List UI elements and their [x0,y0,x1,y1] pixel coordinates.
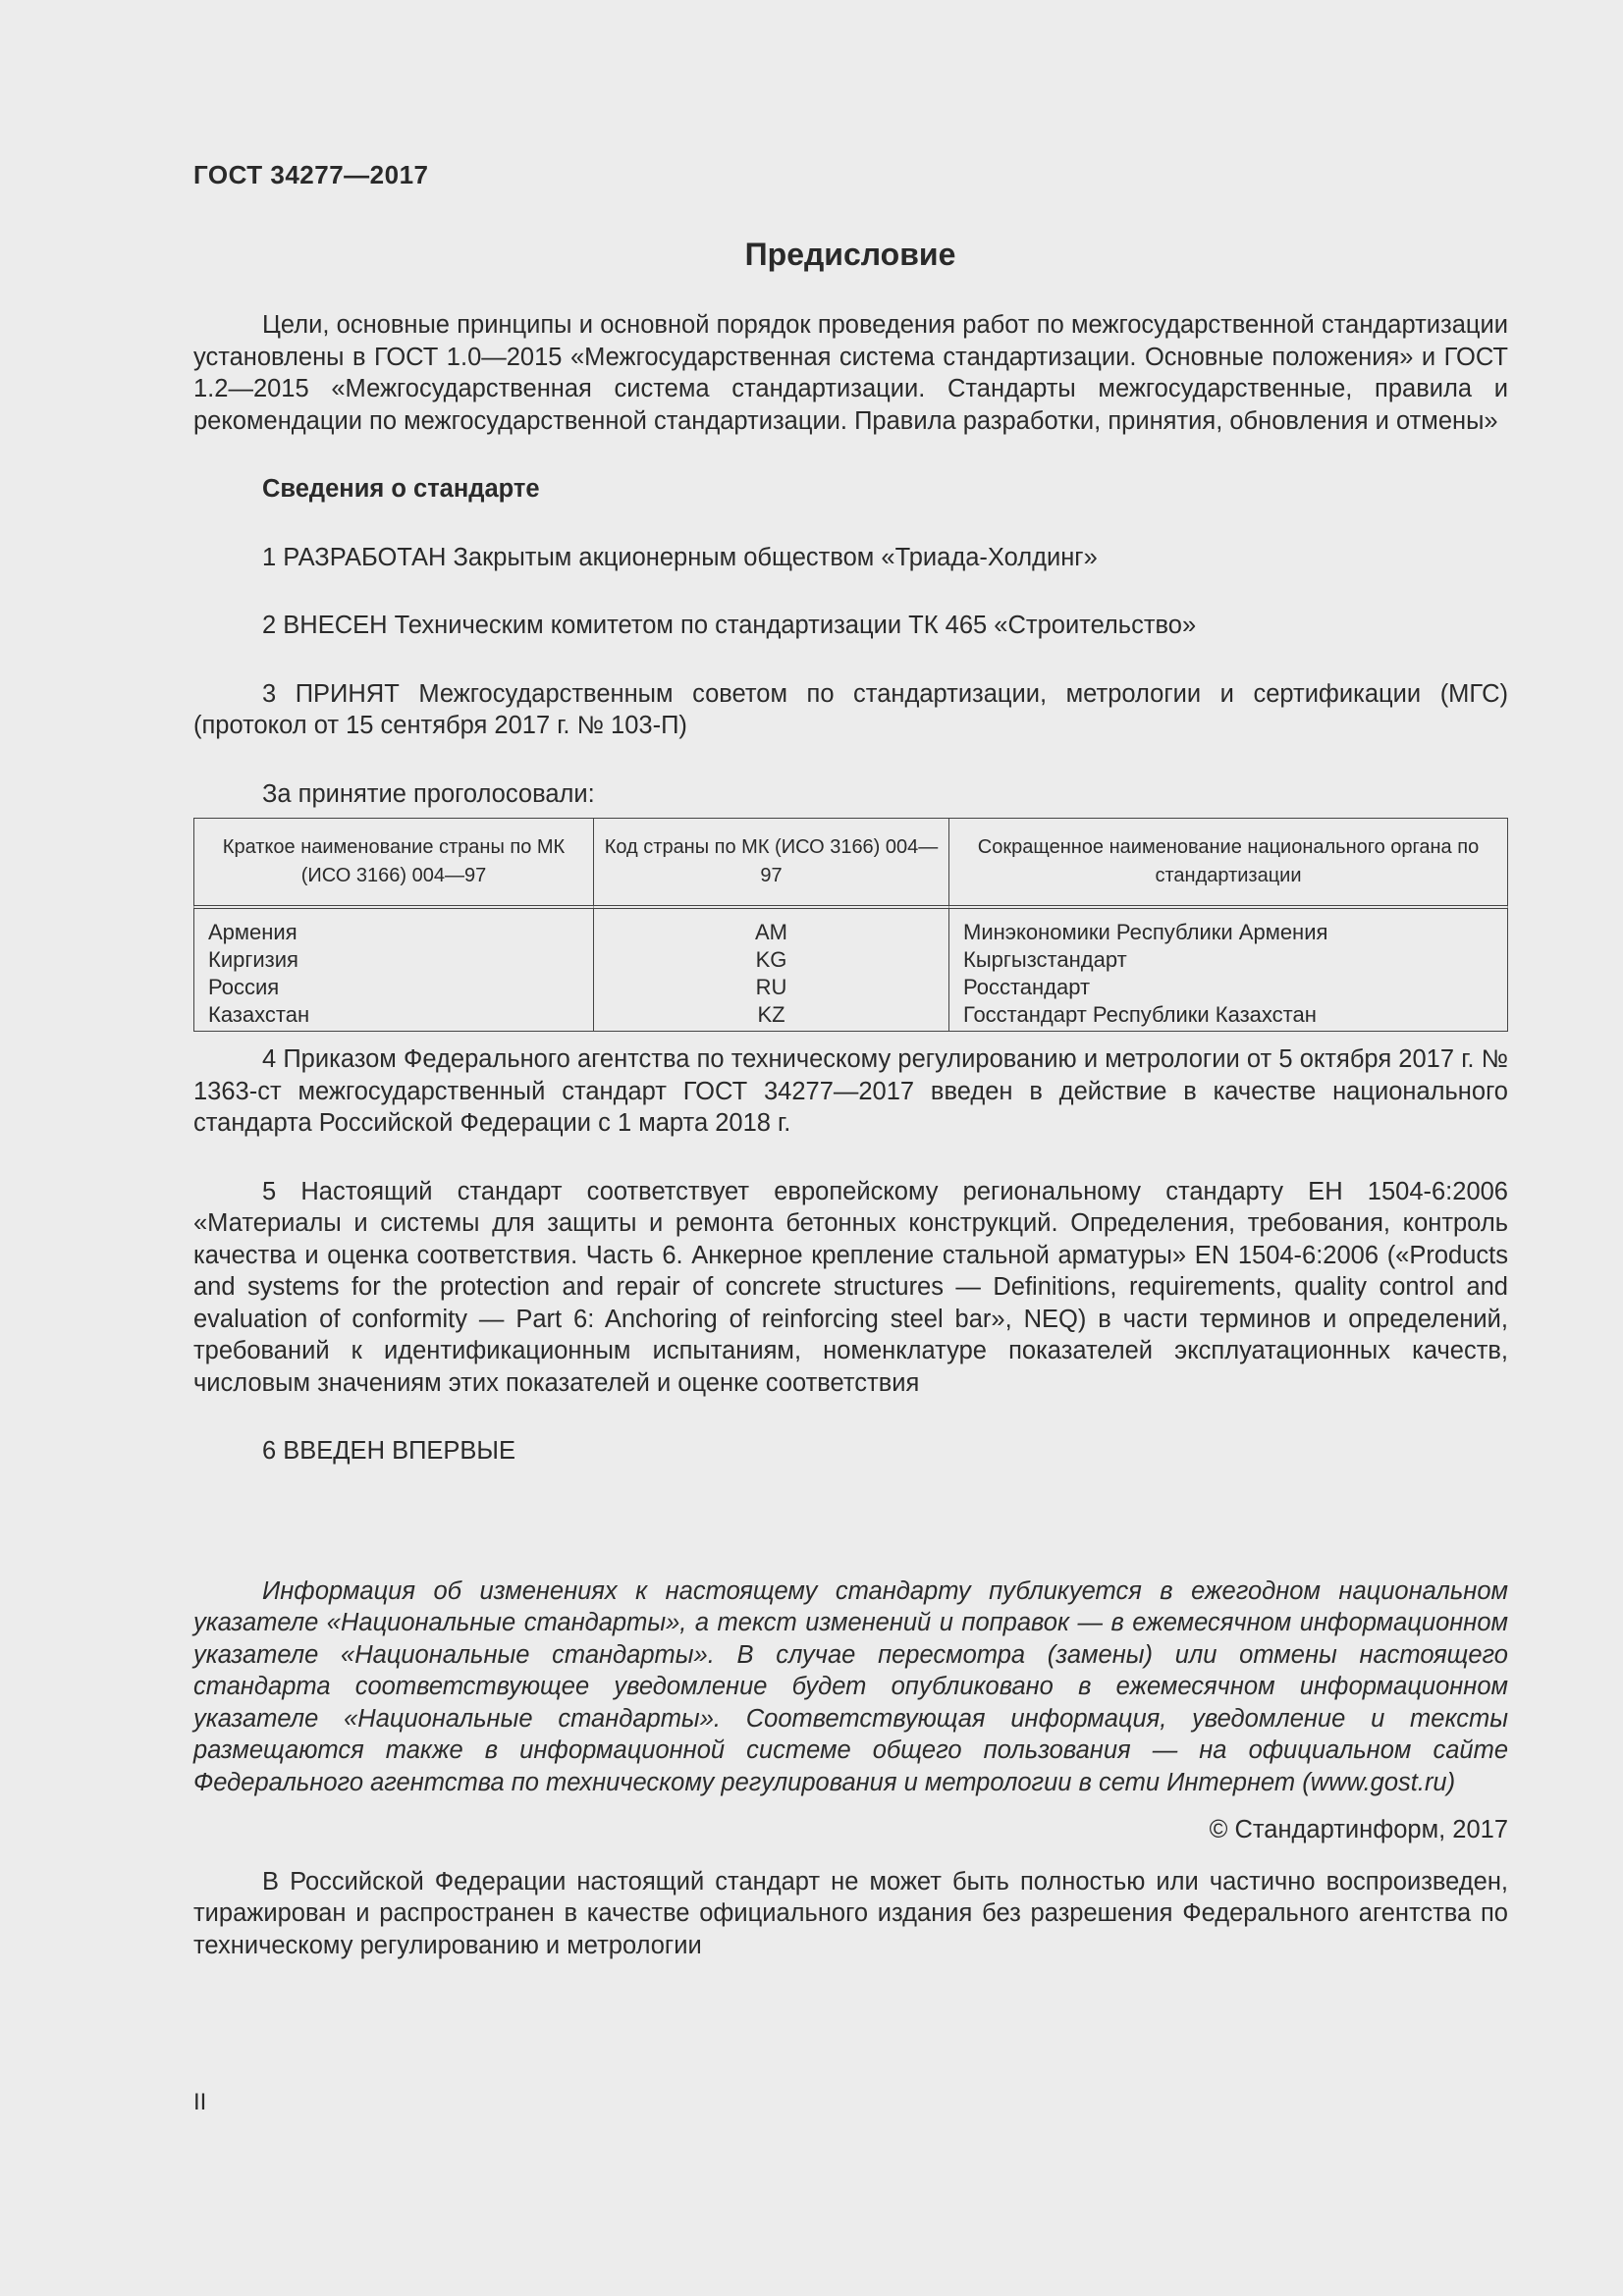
country-name: Киргизия [193,946,594,974]
vote-intro: За принятие проголосовали: [262,779,595,808]
country-code: KZ [594,1001,949,1032]
item-submitted: 2 ВНЕСЕН Техническим комитетом по стандартизации ТК 465 «Строительство» [262,612,1197,639]
voting-table [193,818,1508,1032]
country-name: Казахстан [193,1001,594,1032]
national-body: Росстандарт [949,974,1508,1001]
national-body: Кыргызстандарт [949,946,1508,974]
item-correspondence: 5 Настоящий стандарт соответствует европейскому региональному стандарту ЕН 1504-6:2006 «Материалы и системы для защиты и ремонта бетонных конструкций. Определения, требования, контроль качества и оценка соответствия. Часть 6. Анкерное крепление стальной арматуры» EN 1504-6:2006 («Products and systems for the protection and repair of concrete structures — Definitions, requirements, quality control and evaluation of conformity — Part 6: Anchoring of reinforcing steel bar», NEQ) в части терминов и определений, требований к идентификационным испытаниям, номенклатуре показателей эксплуатационных качеств, числовым значениям этих показателей и оценке соответствия [193,1177,1508,1397]
table-row [193,909,1508,946]
national-body: Минэкономики Республики Армения [949,909,1508,946]
info-heading: Сведения о стандарте [262,475,540,503]
header-country-code: Код страны по МК (ИСО 3166) 004—97 [594,818,949,909]
header-country-name: Краткое наименование страны по МК (ИСО 3166) 004—97 [193,818,594,909]
country-code: KG [594,946,949,974]
table-row [193,946,1508,974]
reproduction-notice: В Российской Федерации настоящий стандарт не может быть полностью или частично воспроизведен, тиражирован и распространен в качестве официального издания без разрешения Федерального агентства по техническому регулированию и метрологии [193,1867,1508,1959]
item-adopted: 3 ПРИНЯТ Межгосударственным советом по стандартизации, метрологии и сертификации (МГС) (протокол от 15 сентября 2017 г. № 103-П) [193,679,1508,739]
page-number: II [193,2089,207,2115]
item-enacted: 4 Приказом Федерального агентства по техническому регулированию и метрологии от 5 октября 2017 г. № 1363-ст межгосударственный стандарт ГОСТ 34277—2017 введен в действие в качестве национального стандарта Российской Федерации с 1 марта 2018 г. [193,1045,1508,1137]
table-row [193,1001,1508,1032]
table-header-row [193,818,1508,909]
intro-paragraph: Цели, основные принципы и основной порядок проведения работ по межгосударственной стандартизации установлены в ГОСТ 1.0—2015 «Межгосударственная система стандартизации. Основные положения» и ГОСТ 1.2—2015 «Межгосударственная система стандартизации. Стандарты межгосударственные, правила и рекомендации по межгосударственной стандартизации. Правила разработки, принятия, обновления и отмены» [193,311,1508,435]
country-code: AM [594,909,949,946]
item-developed: 1 РАЗРАБОТАН Закрытым акционерным обществом «Триада-Холдинг» [262,543,1098,571]
country-name: Армения [193,909,594,946]
item-introduced: 6 ВВЕДЕН ВПЕРВЫЕ [262,1437,516,1465]
national-body: Госстандарт Республики Казахстан [949,1001,1508,1032]
document-header: ГОСТ 34277—2017 [193,160,429,189]
copyright-notice: © Стандартинформ, 2017 [1209,1816,1508,1843]
foreword-body [193,309,1508,1961]
country-name: Россия [193,974,594,1001]
changes-info: Информация об изменениях к настоящему стандарту публикуется в ежегодном национальном указателе «Национальные стандарты», а текст изменений и поправок — в ежемесячном информационном указателе «Национальные стандарты». В случае пересмотра (замены) или отмены настоящего стандарта соответствующее уведомление будет опубликовано в ежемесячном информационном указателе «Национальные стандарты». Соответствующая информация, уведомление и тексты размещаются также в информационной системе общего пользования — на официальном сайте Федерального агентства по техническому регулирования и метрологии в сети Интернет (www.gost.ru) [193,1576,1508,1796]
country-code: RU [594,974,949,1001]
page-title: Предисловие [744,237,956,272]
table-row [193,974,1508,1001]
header-national-body: Сокращенное наименование национального органа по стандартизации [949,818,1508,909]
